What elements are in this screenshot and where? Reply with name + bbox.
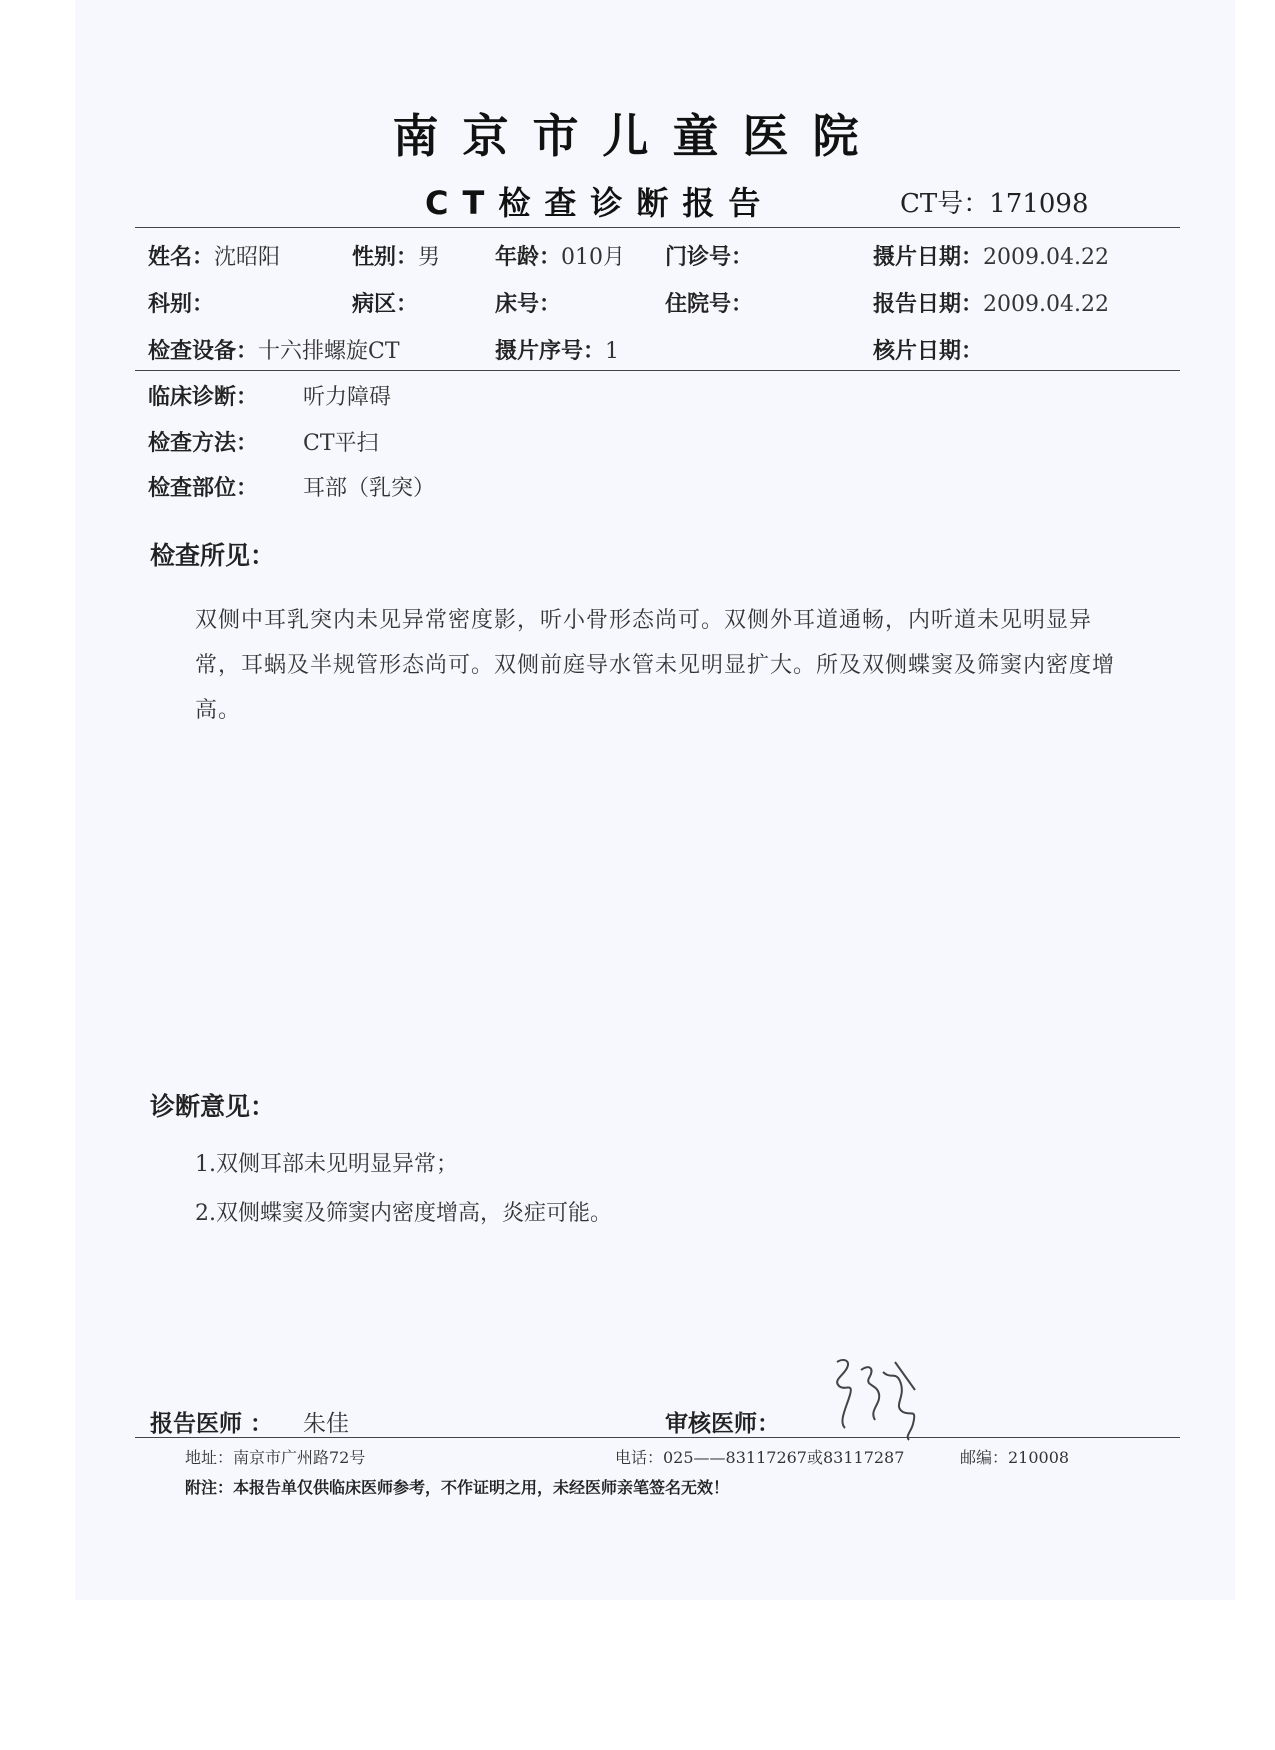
field-clinic-label: 门诊号： — [665, 245, 754, 270]
header-rule — [135, 227, 1180, 228]
field-sex-value: 男 — [418, 245, 441, 270]
field-inpatient-no — [665, 287, 753, 318]
reviewer-signature-icon — [825, 1350, 935, 1445]
report-doctor — [150, 1405, 349, 1438]
field-dept-label: 科别： — [148, 292, 215, 317]
opinion-item-2: 2.双侧蝶窦及筛窦内密度增高，炎症可能。 — [195, 1201, 612, 1226]
opinion-title: 诊断意见： — [150, 1092, 276, 1121]
field-shoot-date-value: 2009.04.22 — [983, 245, 1109, 270]
field-shoot-date — [873, 240, 1109, 271]
report-doctor-name: 朱佳 — [303, 1411, 350, 1437]
exam-method-label: 检查方法： — [148, 431, 259, 456]
ct-number-label: CT号： — [900, 189, 990, 219]
field-age-value: 010月 — [561, 245, 626, 270]
hospital-name: 南京市儿童医院 — [392, 109, 883, 163]
footer-rule — [135, 1437, 1180, 1438]
field-age-label: 年龄： — [495, 245, 562, 270]
opinion-item-1: 1.双侧耳部未见明显异常； — [195, 1152, 458, 1177]
field-name — [148, 240, 280, 271]
field-device — [148, 334, 400, 365]
field-dept — [148, 287, 214, 318]
field-shoot-date-label: 摄片日期： — [873, 245, 984, 270]
field-verify-date-label: 核片日期： — [873, 339, 984, 364]
field-inpatient-label: 住院号： — [665, 292, 754, 317]
field-bed-label: 床号： — [495, 292, 562, 317]
footer-postcode: 邮编：210008 — [960, 1448, 1070, 1467]
field-name-label: 姓名： — [148, 245, 215, 270]
info-rule — [135, 370, 1180, 371]
exam-method-value: CT平扫 — [303, 431, 379, 456]
report-doctor-label: 报告医师 ： — [150, 1411, 274, 1437]
field-report-date — [873, 287, 1109, 318]
clinical-diagnosis-label: 临床诊断： — [148, 385, 259, 410]
exam-site-value: 耳部（乳突） — [303, 476, 436, 501]
findings-title: 检查所见： — [150, 541, 276, 570]
field-report-date-label: 报告日期： — [873, 292, 984, 317]
footer-address: 地址：南京市广州路72号 — [185, 1448, 366, 1467]
clinical-diagnosis-value: 听力障碍 — [303, 385, 392, 410]
report-title: CT检查诊断报告 — [425, 184, 775, 222]
reviewer-label: 审核医师： — [665, 1411, 780, 1437]
field-sequence-label: 摄片序号： — [495, 339, 606, 364]
clinical-diagnosis — [148, 380, 391, 411]
field-clinic-no — [665, 240, 753, 271]
field-sequence — [495, 334, 619, 365]
field-bed — [495, 287, 561, 318]
findings-text: 双侧中耳乳突内未见异常密度影，听小骨形态尚可。双侧外耳道通畅，内听道未见明显异常，耳蜗及半规管形态尚可。双侧前庭导水管未见明显扩大。所及双侧蝶窦及筛窦内密度增高。 — [195, 608, 1116, 723]
field-verify-date — [873, 334, 983, 365]
exam-site-label: 检查部位： — [148, 476, 259, 501]
field-device-value: 十六排螺旋CT — [258, 339, 400, 364]
exam-site — [148, 471, 435, 502]
field-report-date-value: 2009.04.22 — [983, 292, 1109, 317]
field-device-label: 检查设备： — [148, 339, 259, 364]
field-sex-label: 性别： — [352, 245, 419, 270]
footer-note: 附注：本报告单仅供临床医师参考，不作证明之用，未经医师亲笔签名无效！ — [185, 1478, 730, 1497]
ct-number-value: 171098 — [989, 189, 1089, 219]
exam-method — [148, 426, 379, 457]
field-sequence-value: 1 — [605, 339, 620, 364]
field-age — [495, 240, 625, 271]
field-ward — [352, 287, 418, 318]
ct-number — [900, 183, 1089, 220]
field-ward-label: 病区： — [352, 292, 419, 317]
field-name-value: 沈昭阳 — [214, 245, 281, 270]
field-sex — [352, 240, 440, 271]
footer-phone: 电话：025——83117267或83117287 — [615, 1448, 905, 1467]
